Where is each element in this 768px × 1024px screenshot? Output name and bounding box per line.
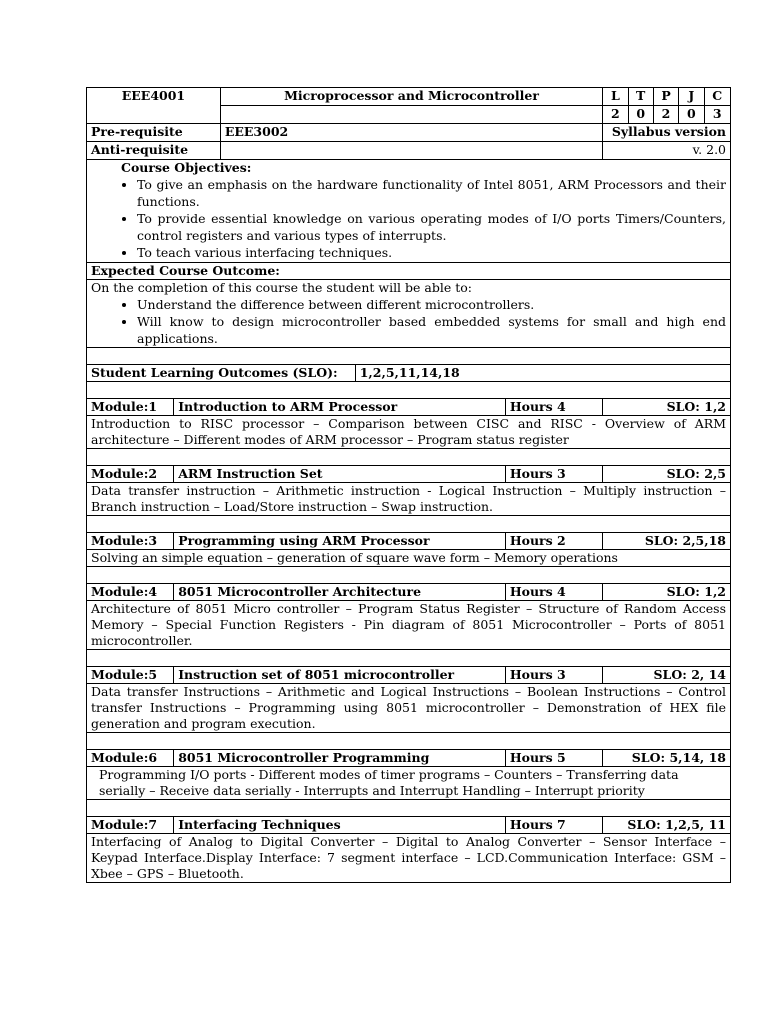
module-number: Module:7 [87,817,174,834]
expected-outcome-list [91,296,726,347]
course-objectives-row [87,160,731,263]
module-hours: Hours 3 [505,466,602,483]
expected-outcome-title: Expected Course Outcome: [87,263,731,280]
module-content-row [87,767,731,800]
module-content: Programming I/O ports - Different modes of timer programs – Counters – Transferring data serially – Receive data serially - Interrupts and Interrupt Handling – Interrupt priority [87,767,731,800]
title-blank-cell [220,106,602,124]
prerequisite-row [87,124,731,142]
module-hours: Hours 2 [505,533,602,550]
spacer-row [87,650,731,667]
module-number: Module:1 [87,399,174,416]
module-title: Instruction set of 8051 microcontroller [174,667,506,684]
module-content-row [87,601,731,650]
module-content: Solving an simple equation – generation of square wave form – Memory operations [87,550,731,567]
spacer-row [87,567,731,584]
module-header-row [87,750,731,767]
antirequisite-value [220,142,602,160]
spacer-row [87,516,731,533]
prerequisite-value: EEE3002 [220,124,602,142]
module-header-row [87,584,731,601]
slo-row [87,365,731,382]
module-content: Architecture of 8051 Micro controller – Program Status Register – Structure of Random Access Memory – Special Function Registers - Pin diagram of 8051 Microcontroller – Ports of 8051 microcontroller. [87,601,731,650]
module-header-row [87,466,731,483]
objective-item: • To provide essential knowledge on various operating modes of I/O ports Timers/Counters, control registers and various types of interrupts. [137,210,726,244]
course-code: EEE4001 [87,88,221,124]
module-content-row [87,550,731,567]
module-slo: SLO: 2,5 [603,466,731,483]
module-header-row [87,399,731,416]
module-title: Interfacing Techniques [174,817,506,834]
syllabus-table [86,87,731,883]
module-content: Introduction to RISC processor – Comparison between CISC and RISC - Overview of ARM architecture – Different modes of ARM processor – Program status register [87,416,731,449]
module-hours: Hours 3 [505,667,602,684]
ltpjc-label-c: C [704,88,730,106]
outcome-item: • Understand the difference between different microcontrollers. [137,296,726,313]
ltpjc-label-t: T [628,88,653,106]
antirequisite-label: Anti-requisite [87,142,221,160]
module-slo: SLO: 2, 14 [603,667,731,684]
spacer-row [87,348,731,365]
module-number: Module:6 [87,750,174,767]
ltpjc-value-j: 0 [679,106,704,124]
slo-label: Student Learning Outcomes (SLO): [87,365,356,382]
module-slo: SLO: 1,2 [603,584,731,601]
course-title: Microprocessor and Microcontroller [220,88,602,106]
module-content: Data transfer instruction – Arithmetic instruction - Logical Instruction – Multiply instruction – Branch instruction – Load/Store instruction – Swap instruction. [87,483,731,516]
module-content-row [87,416,731,449]
module-content: Interfacing of Analog to Digital Converter – Digital to Analog Converter – Sensor Interface – Keypad Interface.Display Interface: 7 segment interface – LCD.Communication Interface: GSM – Xbee – GPS – Bluetooth. [87,834,731,883]
ltpjc-value-p: 2 [653,106,678,124]
module-slo: SLO: 2,5,18 [603,533,731,550]
module-header-row [87,817,731,834]
module-slo: SLO: 5,14, 18 [603,750,731,767]
module-number: Module:5 [87,667,174,684]
module-hours: Hours 5 [505,750,602,767]
module-hours: Hours 7 [505,817,602,834]
expected-outcome-title-row [87,263,731,280]
objective-item: • To teach various interfacing techniques. [137,244,726,261]
ltpjc-label-l: L [603,88,628,106]
module-header-row [87,667,731,684]
module-content-row [87,834,731,883]
ltpjc-value-t: 0 [628,106,653,124]
module-title: 8051 Microcontroller Programming [174,750,506,767]
module-hours: Hours 4 [505,584,602,601]
module-content-row [87,483,731,516]
module-title: 8051 Microcontroller Architecture [174,584,506,601]
header-row [87,88,731,106]
module-number: Module:2 [87,466,174,483]
module-header-row [87,533,731,550]
ltpjc-label-j: J [679,88,704,106]
module-number: Module:3 [87,533,174,550]
slo-value: 1,2,5,11,14,18 [355,365,730,382]
spacer-row [87,733,731,750]
spacer-row [87,800,731,817]
module-title: Introduction to ARM Processor [174,399,506,416]
course-objectives-list [91,176,726,261]
syllabus-document [86,87,731,883]
module-content-row [87,684,731,733]
spacer-row [87,382,731,399]
prerequisite-label: Pre-requisite [87,124,221,142]
ltpjc-value-c: 3 [704,106,730,124]
objective-item: • To give an emphasis on the hardware functionality of Intel 8051, ARM Processors and their functions. [137,176,726,210]
ltpjc-label-p: P [653,88,678,106]
antirequisite-row [87,142,731,160]
module-number: Module:4 [87,584,174,601]
module-slo: SLO: 1,2 [603,399,731,416]
syllabus-version-value: v. 2.0 [603,142,731,160]
module-content: Data transfer Instructions – Arithmetic and Logical Instructions – Boolean Instructions – Control transfer Instructions – Programming using 8051 microcontroller – Demonstration of HEX file generation and program execution. [87,684,731,733]
expected-outcome-row [87,280,731,348]
module-title: Programming using ARM Processor [174,533,506,550]
module-slo: SLO: 1,2,5, 11 [603,817,731,834]
spacer-row [87,449,731,466]
module-hours: Hours 4 [505,399,602,416]
outcome-item: • Will know to design microcontroller based embedded systems for small and high end applications. [137,313,726,347]
syllabus-version-label: Syllabus version [603,124,731,142]
expected-outcome-intro: On the completion of this course the student will be able to: [91,280,472,295]
module-title: ARM Instruction Set [174,466,506,483]
ltpjc-value-l: 2 [603,106,628,124]
course-objectives-title: Course Objectives: [121,160,252,175]
